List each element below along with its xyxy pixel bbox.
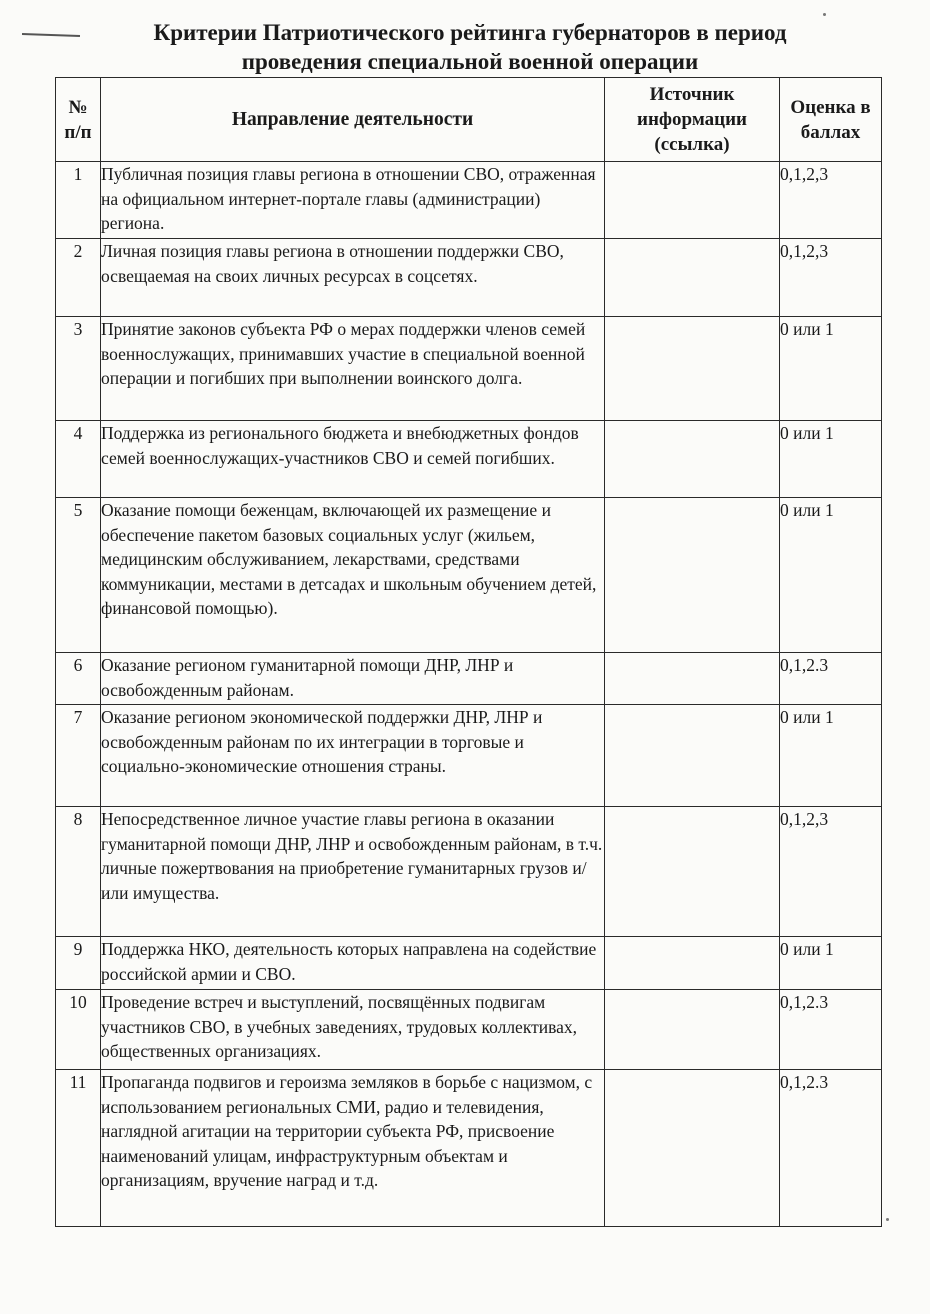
table-row	[56, 498, 882, 653]
row-source	[605, 807, 780, 937]
row-num: 1	[56, 162, 101, 239]
row-num: 6	[56, 653, 101, 705]
header-num: № п/п	[56, 78, 101, 162]
row-direction: Поддержка НКО, деятельность которых направлена на содействие российской армии и СВО.	[101, 937, 605, 990]
row-source	[605, 937, 780, 990]
row-num: 2	[56, 239, 101, 317]
row-source	[605, 1070, 780, 1227]
row-direction: Личная позиция главы региона в отношении поддержки СВО, освещаемая на своих личных ресурсах в соцсетях.	[101, 239, 605, 317]
row-num: 3	[56, 317, 101, 421]
row-score: 0 или 1	[780, 937, 882, 990]
row-score: 0,1,2,3	[780, 162, 882, 239]
row-score: 0 или 1	[780, 317, 882, 421]
table-row	[56, 705, 882, 807]
row-source	[605, 498, 780, 653]
table-row	[56, 937, 882, 990]
table-row	[56, 990, 882, 1070]
table-row	[56, 239, 882, 317]
row-direction: Публичная позиция главы региона в отношении СВО, отраженная на официальном интернет-портале главы (администрации) региона.	[101, 162, 605, 239]
criteria-table	[55, 77, 882, 1227]
table-row	[56, 162, 882, 239]
row-direction: Пропаганда подвигов и героизма земляков в борьбе с нацизмом, с использованием региональных СМИ, радио и телевидения, наглядной агитации на территории субъекта РФ, присвоение наименований улицам, инфраструктурным объектам и организациям, вручение наград и т.д.	[101, 1070, 605, 1227]
row-num: 9	[56, 937, 101, 990]
table-row	[56, 807, 882, 937]
row-score: 0,1,2,3	[780, 239, 882, 317]
row-source	[605, 705, 780, 807]
title-line-1: Критерии Патриотического рейтинга губернаторов в период	[153, 20, 787, 45]
scan-mark	[22, 33, 80, 37]
row-score: 0 или 1	[780, 421, 882, 498]
row-num: 4	[56, 421, 101, 498]
row-num: 5	[56, 498, 101, 653]
table-row	[56, 653, 882, 705]
row-direction: Непосредственное личное участие главы региона в оказании гуманитарной помощи ДНР, ЛНР и освобожденным районам, в т.ч. личные пожертвования на приобретение гуманитарных грузов и/или имущества.	[101, 807, 605, 937]
row-num: 11	[56, 1070, 101, 1227]
table-row	[56, 317, 882, 421]
row-source	[605, 421, 780, 498]
row-source	[605, 317, 780, 421]
row-score: 0 или 1	[780, 498, 882, 653]
row-score: 0,1,2.3	[780, 1070, 882, 1227]
scan-speck	[886, 1218, 889, 1221]
row-num: 10	[56, 990, 101, 1070]
row-direction: Оказание помощи беженцам, включающей их размещение и обеспечение пакетом базовых социальных услуг (жильем, медицинским обслуживанием, лекарствами, средствами коммуникации, местами в детсадах и школьным обучением детей, финансовой помощью).	[101, 498, 605, 653]
table-row	[56, 421, 882, 498]
row-score: 0 или 1	[780, 705, 882, 807]
row-source	[605, 990, 780, 1070]
row-score: 0,1,2.3	[780, 653, 882, 705]
table-row	[56, 1070, 882, 1227]
header-direction: Направление деятельности	[101, 78, 605, 162]
document-title	[90, 18, 850, 76]
row-source	[605, 162, 780, 239]
row-source	[605, 653, 780, 705]
title-line-2: проведения специальной военной операции	[241, 49, 699, 74]
row-direction: Оказание регионом экономической поддержки ДНР, ЛНР и освобожденным районам по их интеграции в торговые и социально-экономические отношения страны.	[101, 705, 605, 807]
row-direction: Оказание регионом гуманитарной помощи ДНР, ЛНР и освобожденным районам.	[101, 653, 605, 705]
row-num: 7	[56, 705, 101, 807]
table-header-row	[56, 78, 882, 162]
row-direction: Принятие законов субъекта РФ о мерах поддержки членов семей военнослужащих, принимавших участие в специальной военной операции и погибших при выполнении воинского долга.	[101, 317, 605, 421]
row-source	[605, 239, 780, 317]
row-score: 0,1,2,3	[780, 807, 882, 937]
scan-speck	[823, 13, 826, 16]
row-direction: Проведение встреч и выступлений, посвящённых подвигам участников СВО, в учебных заведениях, трудовых коллективах, общественных организациях.	[101, 990, 605, 1070]
row-direction: Поддержка из регионального бюджета и внебюджетных фондов семей военнослужащих-участников СВО и семей погибших.	[101, 421, 605, 498]
row-score: 0,1,2.3	[780, 990, 882, 1070]
header-score: Оценка в баллах	[780, 78, 882, 162]
header-source: Источник информации (ссылка)	[605, 78, 780, 162]
row-num: 8	[56, 807, 101, 937]
